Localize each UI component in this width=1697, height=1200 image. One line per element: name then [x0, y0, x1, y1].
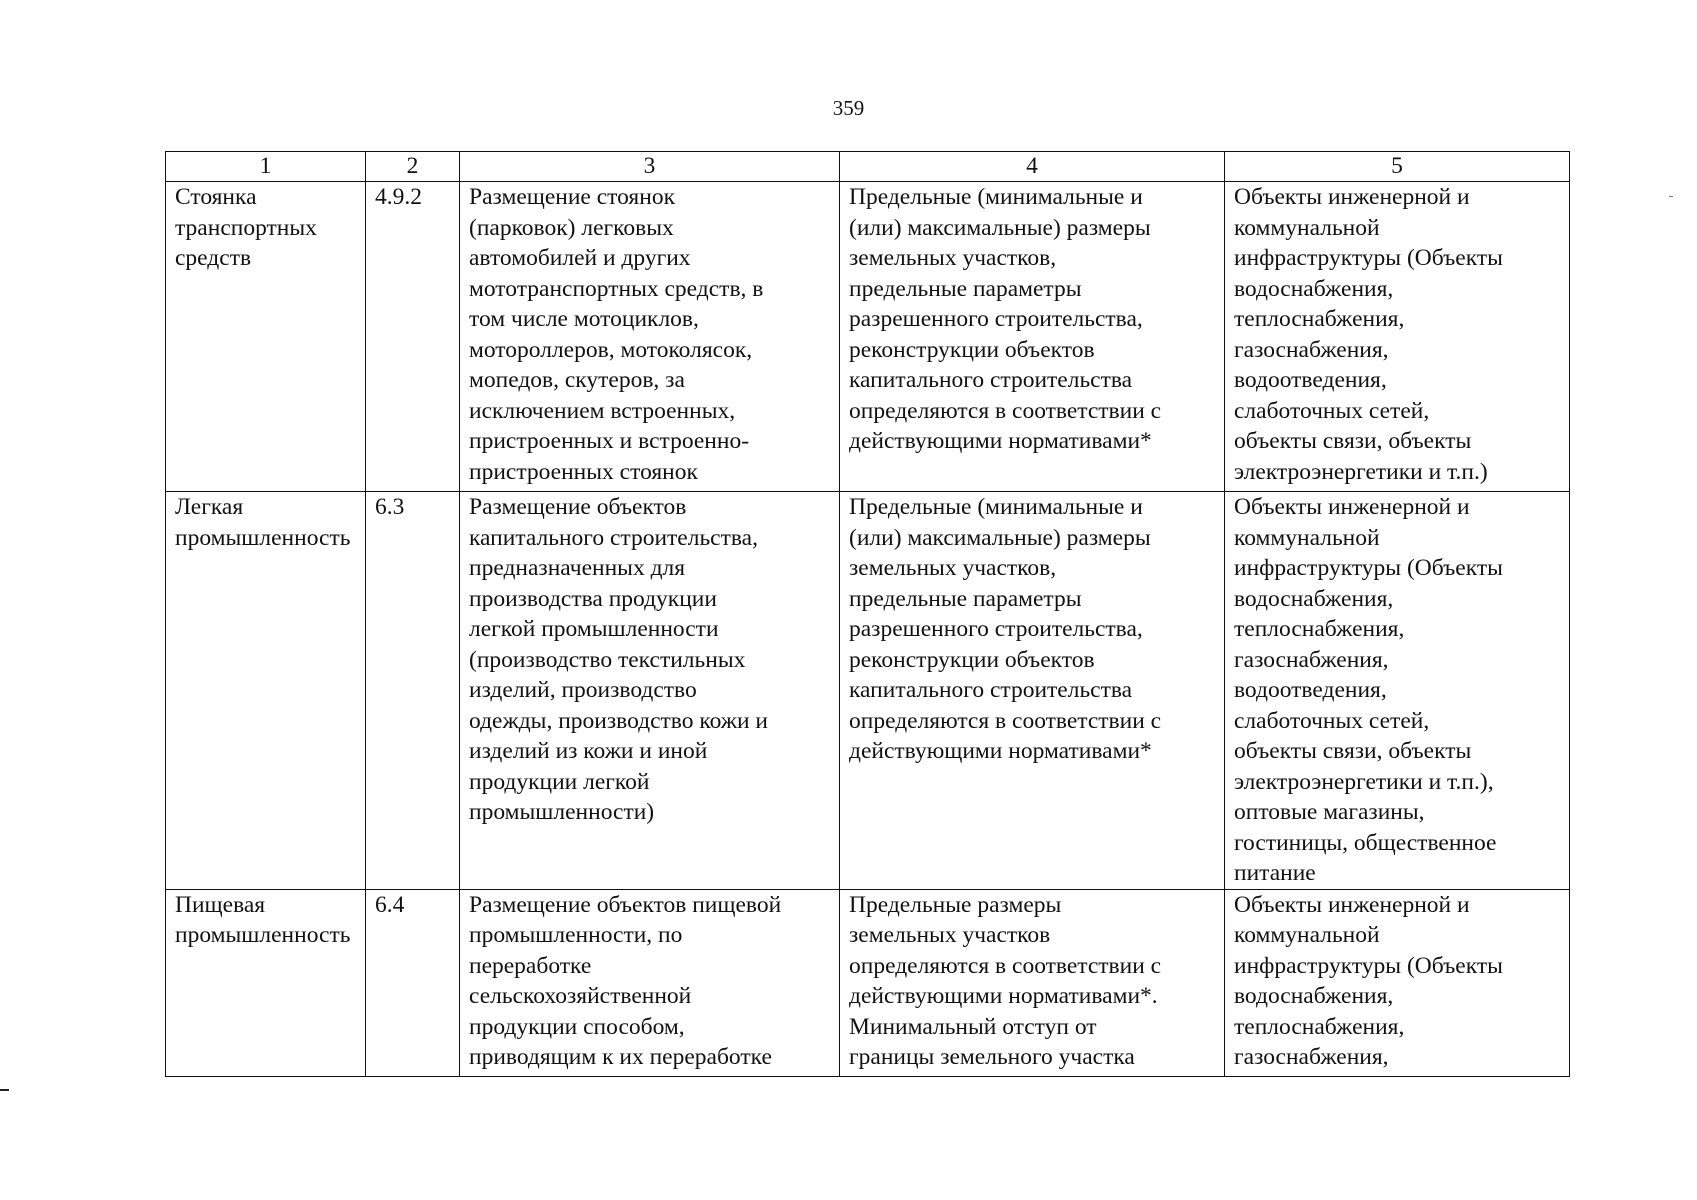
column-number-4: 4: [840, 152, 1225, 182]
scan-edge-dot: [1669, 196, 1673, 197]
use-type-parameters-text: Предельные (минимальные и (или) максимальные) размеры земельных участков, предельные параметры разрешенного строительства, реконструкции объектов капитального строительства определяются в соответствии с действующими нормативами*: [849, 184, 1162, 454]
use-type-parameters: [840, 182, 1225, 492]
use-type-objects-text: Объекты инженерной и коммунальной инфраструктуры (Объекты водоснабжения, теплоснабжения, газоснабжения, водоотведения, слаботочных сетей, объекты связи, объекты электроэнергетики и т.п.), оптовые магазины, гостиницы, общественное питание: [1234, 494, 1503, 886]
use-type-objects: [1225, 889, 1570, 1076]
use-type-code: [366, 182, 460, 492]
column-number-5: 5: [1225, 152, 1570, 182]
use-type-description-text: Размещение объектов пищевой промышленности, по переработке сельскохозяйственной продукции способом, приводящим к их переработке: [469, 891, 782, 1070]
use-type-code-text: 4.9.2: [375, 184, 422, 210]
use-type-code: [366, 492, 460, 890]
use-type-parameters-text: Предельные размеры земельных участков определяются в соответствии с действующими нормативами*. Минимальный отступ от границы земельного участка: [849, 891, 1162, 1070]
use-type-objects-text: Объекты инженерной и коммунальной инфраструктуры (Объекты водоснабжения, теплоснабжения, газоснабжения, водоотведения, слаботочных сетей, объекты связи, объекты электроэнергетики и т.п.): [1234, 184, 1503, 485]
use-type-parameters: [840, 492, 1225, 890]
use-type-code-text: 6.3: [375, 494, 405, 520]
column-number-1: 1: [166, 152, 366, 182]
use-type-objects: [1225, 492, 1570, 890]
use-type-name: [166, 889, 366, 1076]
use-type-name-text: Легкая промышленность: [175, 494, 351, 551]
use-type-code-text: 6.4: [375, 891, 405, 918]
table-row: [166, 182, 1570, 492]
use-type-name-text: Стоянка транспортных средств: [175, 184, 317, 271]
use-type-parameters-text: Предельные (минимальные и (или) максимальные) размеры земельных участков, предельные параметры разрешенного строительства, реконструкции объектов капитального строительства определяются в соответствии с действующими нормативами*: [849, 494, 1162, 764]
use-type-name-text: Пищевая промышленность: [175, 891, 351, 948]
use-type-description: [460, 889, 840, 1076]
table-header-row: [166, 152, 1570, 182]
use-type-description: [460, 492, 840, 890]
table-row: [166, 889, 1570, 1076]
column-number-2: 2: [366, 152, 460, 182]
use-type-name: [166, 492, 366, 890]
use-type-description: [460, 182, 840, 492]
use-type-objects-text: Объекты инженерной и коммунальной инфраструктуры (Объекты водоснабжения, теплоснабжения, газоснабжения,: [1234, 891, 1503, 1070]
use-type-description-text: Размещение объектов капитального строительства, предназначенных для производства продукции легкой промышленности (производство текстильных изделий, производство одежды, производство кожи и изделий из кожи и иной продукции легкой промышленности): [469, 494, 769, 825]
page-number: 359: [832, 96, 865, 120]
use-type-name: [166, 182, 366, 492]
table-row: [166, 492, 1570, 890]
column-number-3: 3: [460, 152, 840, 182]
scan-edge-mark: [0, 1089, 9, 1091]
land-use-table: [165, 151, 1570, 1077]
use-type-code: [366, 889, 460, 1076]
use-type-parameters: [840, 889, 1225, 1076]
use-type-objects: [1225, 182, 1570, 492]
use-type-description-text: Размещение стоянок (парковок) легковых автомобилей и других мототранспортных средств, в том числе мотоциклов, мотороллеров, мотоколясок, мопедов, скутеров, за исключением встроенных, пристроенных и встроенно- пристроенных стоянок: [469, 184, 764, 485]
